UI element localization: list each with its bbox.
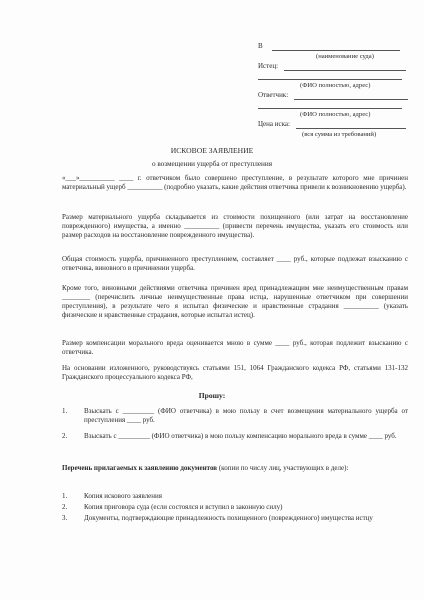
attachments-heading-bold: Перечень прилагаемых к заявлению документов bbox=[62, 464, 218, 472]
plaintiff-blank-2 bbox=[258, 72, 402, 80]
attachment-text-3: Документы, подтверждающие принадлежность похищенного (поврежденного) имущества истцу bbox=[84, 514, 373, 522]
court-prefix: В bbox=[258, 42, 263, 50]
price-label: Цена иска: bbox=[258, 120, 290, 128]
attachment-text-1: Копия искового заявления bbox=[84, 492, 163, 500]
plaintiff-line-2 bbox=[258, 71, 408, 80]
court-hint: (наименование суда) bbox=[316, 53, 374, 60]
attachment-num-1: 1. bbox=[62, 492, 68, 500]
plaintiff-line bbox=[258, 62, 408, 71]
defendant-line bbox=[258, 91, 408, 100]
paragraph-2: Размер материального ущерба складывается из стоимости похищенного (или затрат на восстановление поврежденного) имущества, а именно __________ (привести перечень имущества, указать его стоимость или размер расходов на восстановление поврежденного имущества). bbox=[62, 213, 408, 239]
paragraph-6: На основании изложенного, руководствуясь статьями 151, 1064 Гражданского кодекса РФ, статьями 131-132 Гражданского процессуального кодекса РФ, bbox=[62, 364, 408, 381]
document-subtitle: о возмещении ущерба от преступления bbox=[151, 160, 273, 168]
defendant-blank bbox=[294, 92, 408, 100]
paragraph-5: Размер компенсации морального вреда оценивается мною в сумме ____ руб., которая подлежит взысканию с ответчика. bbox=[62, 339, 408, 356]
request-text-2: Взыскать с _________ (ФИО ответчика) в мою пользу компенсацию морального вреда в сумме ____ руб. bbox=[84, 432, 397, 440]
attachment-text-2: Копия приговора суда (если состоялся и вступил в законную силу) bbox=[84, 503, 283, 511]
plaintiff-blank bbox=[284, 63, 406, 71]
attachments-heading-rest: (копии по числу лиц, участвующих в деле): bbox=[217, 464, 349, 472]
request-text-1: Взыскать с _________ (ФИО ответчика) в мою пользу в счет возмещения материального ущерба от преступления ____ руб. bbox=[84, 407, 408, 424]
court-line bbox=[258, 42, 408, 51]
price-hint: (вся сумма из требований) bbox=[302, 131, 377, 138]
document-title: ИСКОВОЕ ЗАЯВЛЕНИЕ bbox=[170, 146, 254, 155]
attachments-heading bbox=[62, 464, 408, 473]
attachment-num-2: 2. bbox=[62, 503, 68, 511]
plaintiff-hint: (ФИО полностью, адрес) bbox=[300, 82, 371, 89]
price-blank bbox=[296, 121, 406, 129]
paragraph-1: «___»__________ ____ г. ответчиком было совершено преступление, в результате которого мне причинен материальный ущерб __________ (подробно указать, какие действия ответчика привели к возникновению ущерба). bbox=[62, 174, 408, 191]
request-num-1: 1. bbox=[62, 407, 68, 415]
court-blank bbox=[272, 43, 400, 51]
defendant-blank-2 bbox=[258, 101, 402, 109]
defendant-line-2 bbox=[258, 100, 408, 109]
attachment-num-3: 3. bbox=[62, 514, 68, 522]
plaintiff-label: Истец: bbox=[258, 62, 279, 70]
defendant-hint: (ФИО полностью, адрес) bbox=[300, 111, 371, 118]
defendant-label: Ответчик: bbox=[258, 91, 289, 99]
paragraph-3: Общая стоимость ущерба, причиненного преступлением, составляет ____ руб., которые подлежат взысканию с ответчика, виновного в причинении ущерба. bbox=[62, 255, 408, 272]
price-line bbox=[258, 120, 408, 129]
request-num-2: 2. bbox=[62, 432, 68, 440]
paragraph-4: Кроме того, виновными действиями ответчика причинен вред принадлежащим мне неимущественным правам ________ (перечислить личные неимущественные права истца, нарушенные ответчиком при совершении преступления), в результате чего я испытал физические и нравственные страдания __________ (указать физические и нравственные страдания, которые испытал истец). bbox=[62, 284, 408, 319]
request-heading: Прошу: bbox=[198, 391, 226, 400]
